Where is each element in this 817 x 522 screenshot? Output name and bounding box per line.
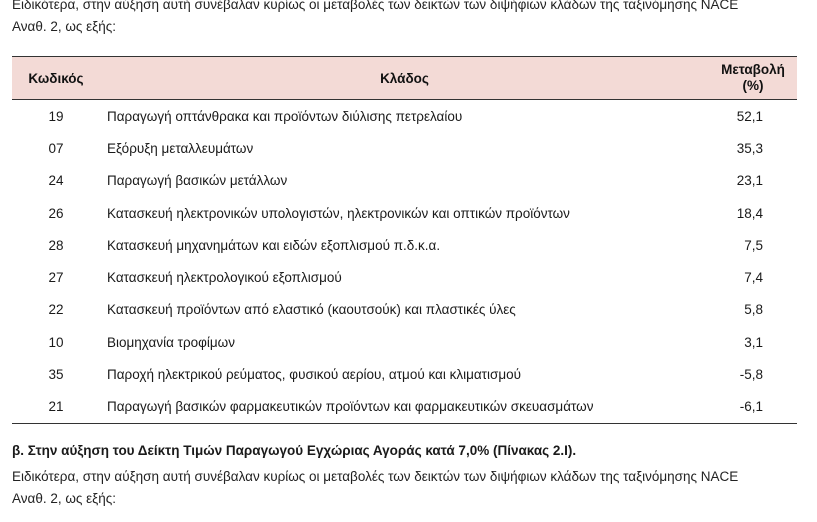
row-code: 10 bbox=[48, 334, 64, 350]
intro-paragraph bbox=[12, 0, 802, 38]
row-change: 5,8 bbox=[744, 302, 763, 318]
row-change: -5,8 bbox=[739, 367, 763, 383]
row-change: 3,1 bbox=[744, 334, 763, 350]
header-sector: Κλάδος bbox=[100, 57, 709, 100]
table-row bbox=[12, 197, 797, 229]
table-row bbox=[12, 261, 797, 293]
row-change: 7,4 bbox=[744, 270, 763, 286]
table-row bbox=[12, 100, 797, 133]
header-code: Κωδικός bbox=[12, 57, 100, 100]
row-code: 24 bbox=[48, 173, 64, 189]
row-code: 27 bbox=[48, 270, 64, 286]
header-change bbox=[709, 57, 797, 100]
row-code: 07 bbox=[48, 140, 64, 156]
row-change: 7,5 bbox=[744, 237, 763, 253]
row-sector: Κατασκευή προϊόντων από ελαστικό (καουτσούκ) και πλαστικές ύλες bbox=[107, 302, 516, 318]
table-row bbox=[12, 165, 797, 197]
row-sector: Εξόρυξη μεταλλευμάτων bbox=[107, 140, 254, 156]
row-code: 26 bbox=[48, 205, 64, 221]
row-sector: Παροχή ηλεκτρικού ρεύματος, φυσικού αερίου, ατμού και κλιματισμού bbox=[107, 367, 522, 383]
header-change-line-2: (%) bbox=[742, 78, 764, 93]
row-change: -6,1 bbox=[709, 391, 797, 424]
header-change-line-1: Μεταβολή bbox=[721, 62, 785, 77]
row-change: 23,1 bbox=[736, 173, 763, 189]
intro-line-1: Ειδικότερα, στην αύξηση αυτή συνέβαλαν κυρίως οι μεταβολές των δεικτών των διψήφιων κλάδων της ταξινόμησης NACE bbox=[12, 0, 739, 12]
table-row bbox=[12, 294, 797, 326]
section-b-heading: β. Στην αύξηση του Δείκτη Τιμών Παραγωγού Εγχώριας Αγοράς κατά 7,0% (Πίνακας 2.Ι). bbox=[12, 443, 577, 458]
nace-contribution-table bbox=[12, 56, 797, 424]
row-sector: Κατασκευή μηχανημάτων και ειδών εξοπλισμού π.δ.κ.α. bbox=[107, 237, 441, 253]
row-sector: Κατασκευή ηλεκτρονικών υπολογιστών, ηλεκτρονικών και οπτικών προϊόντων bbox=[107, 205, 570, 221]
table-row bbox=[12, 326, 797, 358]
row-code: 21 bbox=[12, 391, 100, 424]
row-sector: Παραγωγή βασικών μετάλλων bbox=[107, 173, 288, 189]
table-header-row bbox=[12, 57, 797, 100]
row-change: 35,3 bbox=[736, 140, 763, 156]
row-sector: Παραγωγή βασικών φαρμακευτικών προϊόντων και φαρμακευτικών σκευασμάτων bbox=[100, 391, 709, 424]
section-b-line-1: Ειδικότερα, στην αύξηση αυτή συνέβαλαν κυρίως οι μεταβολές των δεικτών των διψήφιων κλάδων της ταξινόμησης NACE bbox=[12, 469, 739, 484]
table-row bbox=[12, 358, 797, 390]
row-code: 22 bbox=[48, 302, 64, 318]
table-row bbox=[12, 391, 797, 424]
table-row bbox=[12, 132, 797, 164]
row-sector: Βιομηχανία τροφίμων bbox=[107, 334, 235, 350]
section-b-paragraph bbox=[12, 466, 802, 510]
row-code: 35 bbox=[48, 367, 64, 383]
section-b-line-2: Αναθ. 2, ως εξής: bbox=[12, 491, 116, 506]
row-change: 52,1 bbox=[736, 108, 763, 124]
row-change: 18,4 bbox=[736, 205, 763, 221]
row-sector: Παραγωγή οπτάνθρακα και προϊόντων διύλισης πετρελαίου bbox=[107, 108, 463, 124]
table-row bbox=[12, 229, 797, 261]
row-code: 19 bbox=[48, 108, 64, 124]
row-code: 28 bbox=[48, 237, 64, 253]
row-sector: Κατασκευή ηλεκτρολογικού εξοπλισμού bbox=[107, 270, 342, 286]
intro-line-2: Αναθ. 2, ως εξής: bbox=[12, 19, 116, 34]
